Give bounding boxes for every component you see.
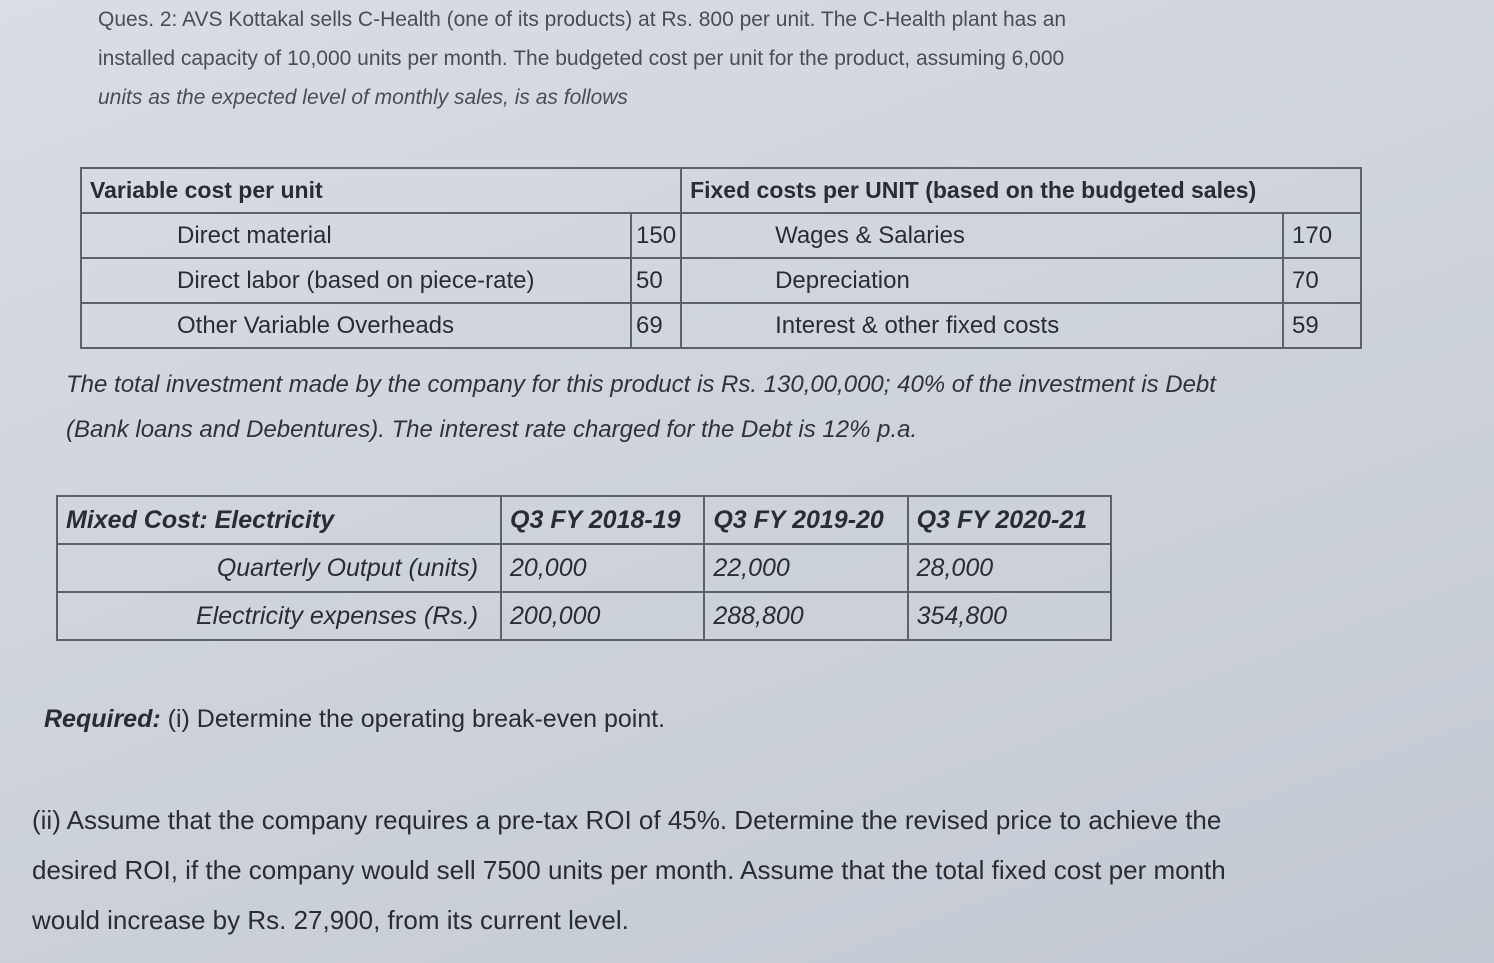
- required-part-2: [32, 795, 1452, 945]
- variable-cost-value: 69: [631, 303, 681, 348]
- required-part-1-text: (i) Determine the operating break-even point.: [167, 705, 666, 733]
- table-row: [81, 303, 1361, 348]
- variable-cost-label: Other Variable Overheads: [81, 303, 631, 348]
- intro-line-1: Ques. 2: AVS Kottakal sells C-Health (one of its products) at Rs. 800 per unit. The C-Health plant has an: [98, 8, 1067, 31]
- part-2-line-3: would increase by Rs. 27,900, from its current level.: [32, 905, 629, 935]
- electricity-header-row: [57, 496, 1111, 544]
- electricity-table-title: Mixed Cost: Electricity: [57, 496, 501, 544]
- period-header: Q3 FY 2018-19: [501, 496, 704, 544]
- table-row: [57, 592, 1111, 640]
- period-header: Q3 FY 2020-21: [908, 496, 1111, 544]
- intro-line-3: units as the expected level of monthly sales, is as follows: [98, 86, 628, 109]
- fixed-cost-value: 59: [1283, 303, 1361, 348]
- expense-value: 200,000: [501, 592, 704, 640]
- output-value: 22,000: [704, 544, 907, 592]
- required-part-1: [44, 700, 665, 739]
- investment-line-2: (Bank loans and Debentures). The interest rate charged for the Debt is 12% p.a.: [66, 416, 918, 443]
- expense-value: 354,800: [908, 592, 1111, 640]
- variable-cost-header: Variable cost per unit: [81, 168, 681, 213]
- fixed-cost-value: 70: [1283, 258, 1361, 303]
- fixed-cost-value: 170: [1283, 213, 1361, 258]
- part-2-line-1: (ii) Assume that the company requires a pre-tax ROI of 45%. Determine the revised price to achieve the: [32, 805, 1222, 835]
- variable-cost-value: 50: [631, 258, 681, 303]
- cost-table: [80, 167, 1362, 349]
- variable-cost-label: Direct material: [81, 213, 631, 258]
- intro-line-2: installed capacity of 10,000 units per month. The budgeted cost per unit for the product, assuming 6,000: [98, 47, 1065, 70]
- fixed-cost-label: Wages & Salaries: [681, 213, 1283, 258]
- output-row-label: Quarterly Output (units): [57, 544, 501, 592]
- table-row: [81, 213, 1361, 258]
- investment-line-1: The total investment made by the company for this product is Rs. 130,00,000; 40% of the investment is Debt: [66, 371, 1216, 398]
- part-2-line-2: desired ROI, if the company would sell 7500 units per month. Assume that the total fixed cost per month: [32, 855, 1226, 885]
- fixed-cost-label: Interest & other fixed costs: [681, 303, 1283, 348]
- fixed-cost-label: Depreciation: [681, 258, 1283, 303]
- question-intro: [98, 0, 1388, 117]
- cost-table-header-row: [81, 168, 1361, 213]
- expense-value: 288,800: [704, 592, 907, 640]
- investment-paragraph: [66, 362, 1476, 452]
- table-row: [57, 544, 1111, 592]
- table-row: [81, 258, 1361, 303]
- variable-cost-label: Direct labor (based on piece-rate): [81, 258, 631, 303]
- required-label: Required:: [44, 705, 161, 733]
- variable-cost-value: 150: [631, 213, 681, 258]
- electricity-table: [56, 495, 1112, 641]
- period-header: Q3 FY 2019-20: [704, 496, 907, 544]
- output-value: 28,000: [908, 544, 1111, 592]
- output-value: 20,000: [501, 544, 704, 592]
- fixed-cost-header: Fixed costs per UNIT (based on the budgeted sales): [681, 168, 1361, 213]
- expense-row-label: Electricity expenses (Rs.): [57, 592, 501, 640]
